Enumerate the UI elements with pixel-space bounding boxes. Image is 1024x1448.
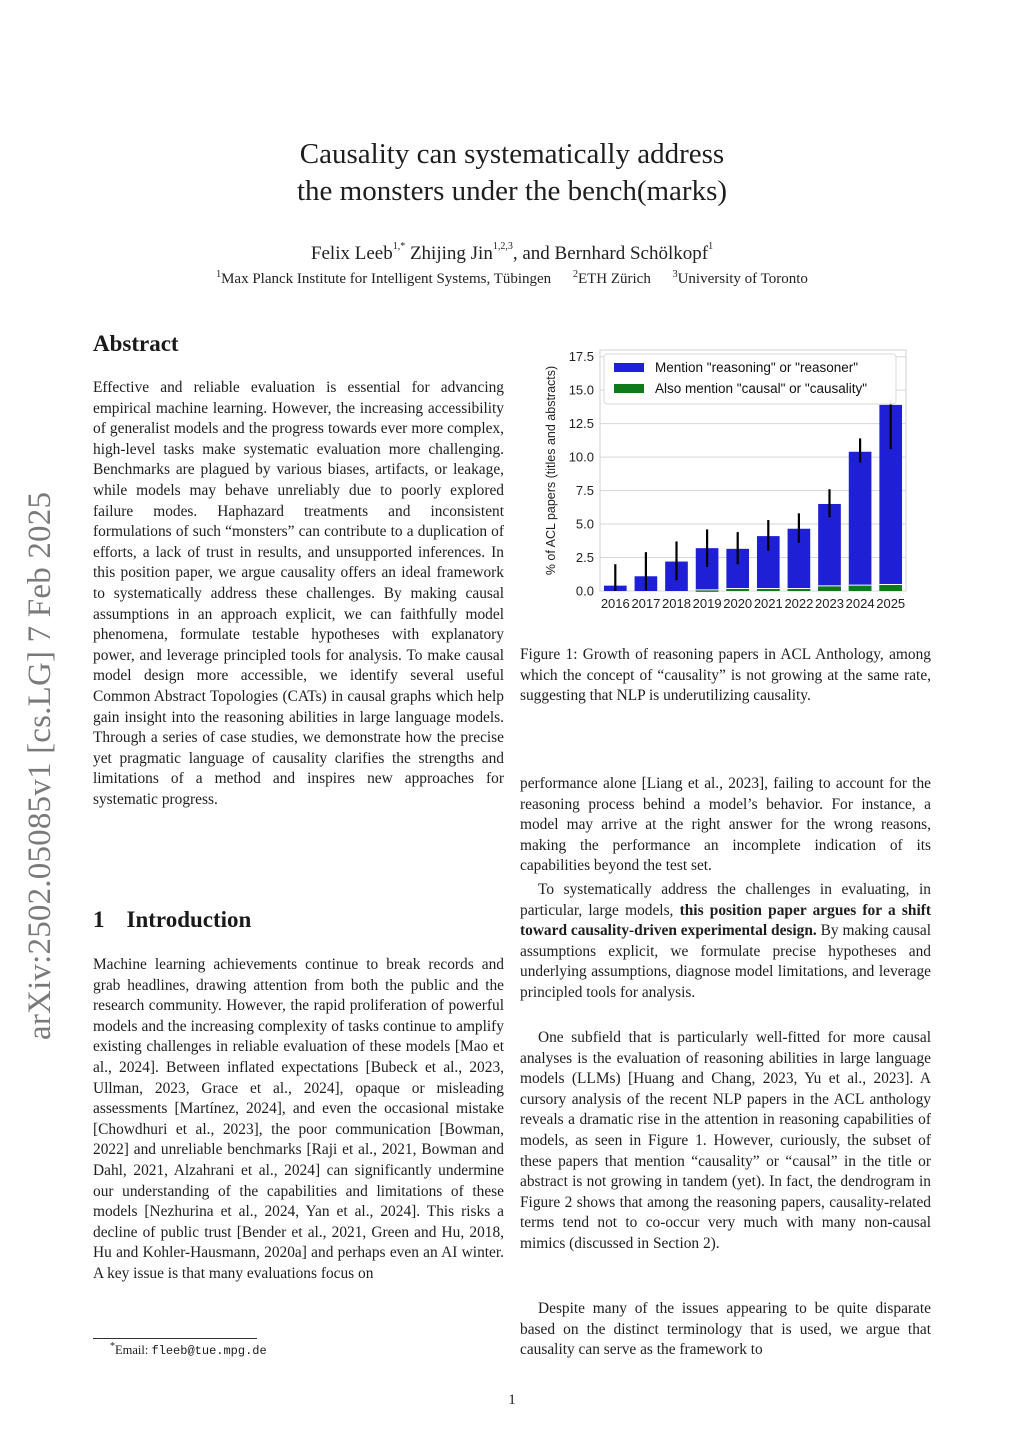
- paragraph-text: Machine learning achievements continue to break records and grab headlines, drawing attention from both the public and the research community. However, the rapid proliferation of powerful models and the increasing complexity of tasks continue to amplify existing challenges in reliable evaluation of these models [Mao et al., 2024]. Between inflated expectations [Bubeck et al., 2023, Ullman, 2023, Grace et al., 2024], opaque or misleading assessments [Martínez, 2024], and even the occasional mistake [Chowdhuri et al., 2023], the poor communication [Bowman, 2022] and unreliable benchmarks [Raji et al., 2021, Bowman and Dahl, 2021, Alzahrani et al., 2024] can significantly undermine our understanding of the capabilities and limitations of these models [Nezhurina et al., 2024, Yan et al., 2024]. This risks a decline of public trust [Bender et al., 2021, Green and Hu, 2018, Hu and Kohler-Hausmann, 2020a] and perhaps even an AI winter. A key issue is that many evaluations focus on: [93, 956, 504, 1282]
- bar-causal: [696, 590, 719, 592]
- paragraph-text: One subfield that is particularly well-fitted for more causal analyses is the evaluation of reasoning abilities in large language models (LLMs) [Huang and Chang, 2023, Yu et al., 2023]. A cursory analysis of the recent NLP papers in the ACL anthology reveals a dramatic rise in the attention in reasoning capabilities of models, as seen in Figure 1. However, curiously, the subset of these papers that mention “causality” or “causal” in the title or abstract is not growing in tandem (yet). In fact, the dendrogram in Figure 2 shows that among the reasoning papers, causality-related terms tend not to co-occur very much with many non-causal mimics (discussed in Section 2).: [520, 1029, 931, 1252]
- affiliation: [673, 271, 808, 287]
- paragraph-text: performance alone [Liang et al., 2023], failing to account for the reasoning process behind a model’s behavior. For instance, a model may arrive at the right answer for the wrong reasons, making the performance an incomplete indication of its capabilities beyond the test set.: [520, 775, 931, 875]
- y-tick-label: 5.0: [575, 516, 594, 532]
- footnote: [110, 1343, 267, 1358]
- author-affil-sup: 1: [708, 241, 714, 252]
- author-name: Bernhard Schölkopf: [554, 243, 709, 264]
- x-tick-label: 2022: [784, 596, 814, 611]
- paragraph-text: [520, 880, 931, 1004]
- abstract-text: Effective and reliable evaluation is essential for advancing empirical machine learning. However, the increasing accessibility of generalist models and the progress towards ever more complex, high-level tasks make systematic evaluation more challenging. Benchmarks are plagued by various biases, artifacts, or leakage, while models may behave unreliably due to poorly explored failure modes. Haphazard treatments and inconsistent formulations of such “monsters” can contribute to a duplication of efforts, a lack of trust in results, and unsupported inferences. In this position paper, we argue causality offers an ideal framework to systematically address these challenges. By making causal assumptions in an approach explicit, we can faithfully model phenomena, formulate testable hypotheses with explanatory power, and leverage principled tools for analysis. To make causal model design more accessible, we identify several useful Common Abstract Topologies (CATs) in causal graphs which help gain insight into the reasoning abilities in large language models. Through a series of case studies, we demonstrate how the precise yet pragmatic language of causality clarifies the strengths and limitations of a method and inspires new approaches for systematic progress.: [93, 379, 504, 808]
- caption-text: Figure 1: Growth of reasoning papers in ACL Anthology, among which the concept of “causality” is not growing at the same rate, suggesting that NLP is underutilizing causality.: [520, 646, 931, 705]
- author-separator: , and: [512, 243, 555, 264]
- affiliation-name: ETH Zürich: [577, 271, 651, 287]
- bar-causal: [726, 589, 749, 591]
- affiliation: [573, 271, 651, 287]
- legend-swatch: [614, 384, 644, 393]
- bar-causal: [757, 589, 780, 591]
- affiliation-sup: 1: [216, 269, 222, 280]
- paragraph-text-pre: To systematically address the challenges in evaluating, in particular, large models,: [520, 881, 931, 919]
- paper-title: [0, 136, 1024, 210]
- affiliation-sup: 2: [572, 269, 578, 280]
- legend-swatch: [614, 363, 644, 372]
- bar-chart-svg: [540, 348, 920, 618]
- y-axis-label: % of ACL papers (titles and abstracts): [544, 365, 558, 576]
- bar-causal: [849, 586, 872, 591]
- y-tick-label: 15.0: [568, 382, 594, 398]
- affiliation-name: University of Toronto: [677, 271, 808, 287]
- author-affil-sup: 1,2,3: [492, 241, 513, 252]
- x-tick-label: 2019: [692, 596, 722, 611]
- affiliation: [216, 271, 551, 287]
- thesis-statement-bold: this position paper argues for a shift toward causality-driven experimental design.: [520, 901, 931, 940]
- author-name: Felix Leeb: [310, 243, 393, 264]
- author-list: [0, 243, 1024, 265]
- title-line-2: the monsters under the bench(marks): [296, 175, 728, 207]
- footnote-email-link[interactable]: fleeb@tue.mpg.de: [151, 1344, 267, 1358]
- footnote-marker: *: [110, 1341, 115, 1352]
- bar-causal: [788, 589, 811, 591]
- chart-legend: [604, 354, 896, 404]
- figure-1-bar-chart: [540, 348, 920, 618]
- x-tick-label: 2018: [662, 596, 691, 611]
- y-tick-label: 10.0: [568, 449, 594, 465]
- legend-label: Mention "reasoning" or "reasoner": [655, 360, 859, 375]
- y-tick-label: 12.5: [568, 416, 594, 432]
- intro-paragraph-1-continued: [520, 774, 931, 877]
- affiliation-name: Max Planck Institute for Intelligent Systems, Tübingen: [221, 271, 552, 287]
- affiliation-sup: 3: [672, 269, 678, 280]
- x-tick-label: 2024: [845, 596, 875, 611]
- bar-causal: [818, 586, 841, 591]
- footnote-label: Email:: [115, 1343, 152, 1357]
- intro-paragraph-1: [93, 955, 504, 1285]
- x-tick-label: 2023: [815, 596, 844, 611]
- paragraph-text: Despite many of the issues appearing to be quite disparate based on the distinct terminology that is used, we argue that causality can serve as the framework to: [520, 1300, 931, 1359]
- intro-paragraph-4: [520, 1299, 931, 1361]
- section-number: 1: [93, 907, 105, 932]
- y-tick-label: 7.5: [575, 483, 594, 499]
- bar-reasoning: [849, 452, 872, 591]
- x-tick-label: 2017: [631, 596, 661, 611]
- x-tick-label: 2021: [753, 596, 783, 611]
- page-number: 1: [508, 1392, 516, 1408]
- y-tick-label: 0.0: [575, 583, 594, 599]
- x-tick-label: 2025: [876, 596, 906, 611]
- section-title: Introduction: [126, 907, 252, 932]
- bar-causal: [879, 585, 902, 591]
- paragraph-text-post: By making causal assumptions explicit, we formulate precise hypotheses and underlying assumptions, diagnose model limitations, and leverage principled tools for analysis.: [520, 922, 931, 1001]
- x-tick-label: 2020: [723, 596, 753, 611]
- abstract-body: [93, 378, 504, 810]
- footnote-rule: [93, 1338, 257, 1339]
- y-tick-label: 17.5: [568, 349, 594, 365]
- intro-paragraph-2: [520, 880, 931, 1004]
- intro-paragraph-3: [520, 1028, 931, 1255]
- author-affil-sup: 1,*: [392, 241, 406, 252]
- abstract-heading: Abstract: [93, 331, 179, 356]
- affiliations: [0, 271, 1024, 288]
- y-tick-label: 2.5: [575, 550, 594, 566]
- figure-1-caption: [520, 645, 931, 707]
- section-heading-introduction: [93, 907, 251, 933]
- x-tick-label: 2016: [600, 596, 630, 611]
- title-line-1: Causality can systematically address: [299, 138, 725, 170]
- author-name: Zhijing Jin: [409, 243, 493, 264]
- legend-label: Also mention "causal" or "causality": [655, 381, 868, 396]
- arxiv-identifier-stamp: arXiv:2502.05085v1 [cs.LG] 7 Feb 2025: [22, 491, 58, 1040]
